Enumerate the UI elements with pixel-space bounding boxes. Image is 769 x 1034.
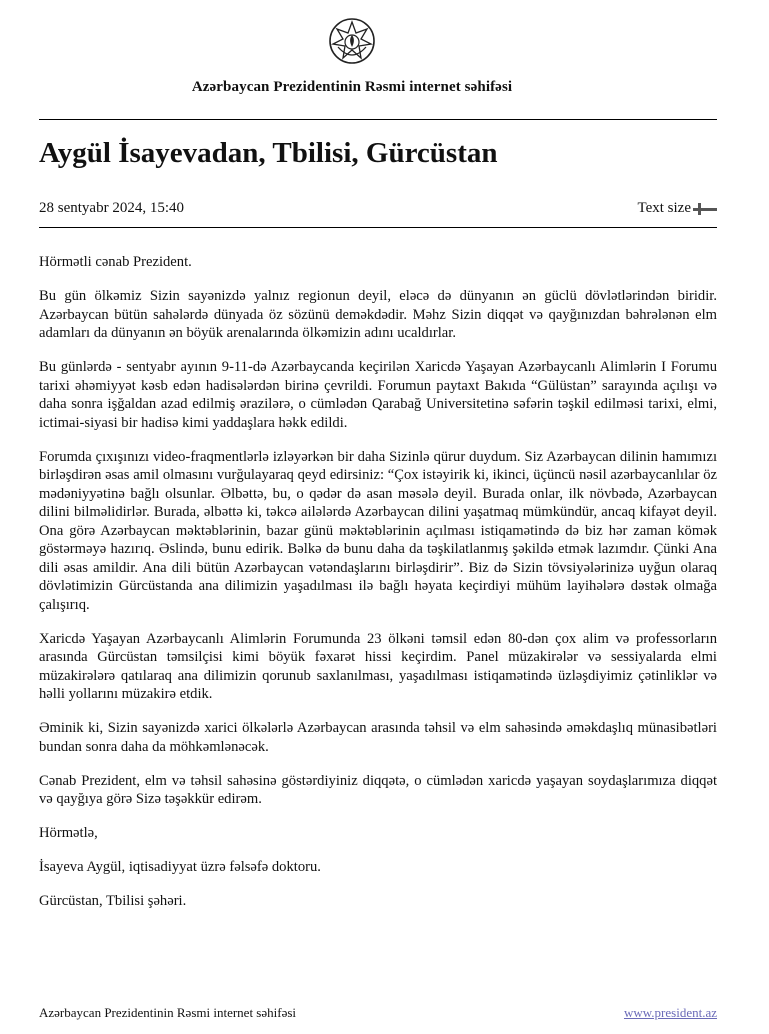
paragraph-location: Gürcüstan, Tbilisi şəhəri.	[39, 893, 187, 909]
paragraph-salutation: Hörmətli cənab Prezident.	[39, 254, 192, 270]
azerbaijan-emblem-icon	[328, 17, 376, 65]
text-size-label: Text size	[637, 200, 691, 216]
paragraph: Forumda çıxışınızı video-fraqmentlərlə izləyərkən bir daha Sizinlə qürur duydum. Siz Azərbaycan dilinin hamımızı birləşdirən əsas amil olmasını vurğulayaraq qeyd edirsiniz: “Çox istəyirik ki, ikinci, üçüncü nəsil azərbaycanlılar öz mədəniyyətinə bağlı olsunlar. Əlbəttə, bu, o qədər də asan məsələ deyil. Burada onlar, ilk növbədə, Azərbaycan dilini bilməlidirlər. Burada, əlbəttə ki, təkcə ailələrdə Azərbaycan dilini yaşatmaq mümkündür, ancaq kifayət deyil. Ona görə Azərbaycan məktəblərinin, bazar günü məktəblərinin açılması istiqamətində də biz hər zaman kömək göstərməyə hazırıq. Əslində, bunu edirik. Bəlkə də bunu daha da təşkilatlanmış şəkildə etmək lazımdır. Çünki Ana dili əsas amildir. Ana dili bütün Azərbaycan vətəndaşlarını birləşdirir”. Biz də Sizin tövsiyələrinizə uyğun olaraq dövlətimizin Gürcüstanda ana dilimizin yaşadılması ilə bağlı həyata keçirdiyi mühüm layihələrə dəstək olmağa çalışırıq.	[39, 448, 717, 613]
paragraph: Bu günlərdə - sentyabr ayının 9-11-də Azərbaycanda keçirilən Xaricdə Yaşayan Azərbaycanlı Alimlərin I Forumu tarixi əhəmiyyət kəsb edən hadisələrdən birinə çevrildi. Forumun paytaxt Bakıda “Gülüstan” sarayında açılışı və daha sonra işğaldan azad edilmiş ərazilərə, o cümlədən Qarabağ Universitetinə səfərin təşkil edilməsi tarixi, elmi, ictimai-siyasi bir hadisə kimi yaddaşlara həkk edildi.	[39, 359, 717, 431]
footer-site-name: Azərbaycan Prezidentinin Rəsmi internet səhifəsi	[39, 1005, 297, 1020]
paragraph-closing: Hörmətlə,	[39, 825, 98, 841]
paragraph: Bu gün ölkəmiz Sizin sayənizdə yalnız regionun deyil, eləcə də dünyanın ən güclü dövlətlərindən biridir. Azərbaycan bütün sahələrdə dünyada öz sözünü deməkdədir. Məhz Sizin diqqət və qayğınızdan bəhrələnən elm adamları da dünyanın ən böyük arenalarında ölkəmizin adını ucaldırlar.	[39, 288, 717, 341]
increase-text-size-icon[interactable]	[693, 203, 705, 215]
article-title: Aygül İsayevadan, Tbilisi, Gürcüstan	[39, 137, 498, 169]
paragraph: Cənab Prezident, elm və təhsil sahəsinə göstərdiyiniz diqqətə, o cümlədən xaricdə yaşayan soydaşlarımıza diqqət və qayğıya görə Sizə təşəkkür edirəm.	[39, 772, 717, 807]
text-size-control	[637, 200, 717, 217]
site-title: Azərbaycan Prezidentinin Rəsmi internet səhifəsi	[191, 79, 513, 95]
meta-divider	[39, 227, 717, 228]
decrease-text-size-icon[interactable]	[705, 203, 717, 215]
paragraph: Xaricdə Yaşayan Azərbaycanlı Alimlərin Forumunda 23 ölkəni təmsil edən 80-dən çox alim və professorların arasında Gürcüstan təmsilçisi kimi böyük fəxarət hissi keçirdim. Panel müzakirələr və sessiyalarda elmi müzakirələrə qatılaraq ana dilimizin qorunub saxlanılması, yaşadılması istiqamətində üzləşdiyimiz çətinliklər və həlli yollarını müzakirə etdik.	[39, 630, 717, 702]
article-date: 28 sentyabr 2024, 15:40	[39, 200, 184, 216]
footer-link[interactable]: www.president.az	[623, 1005, 717, 1020]
header-divider	[39, 119, 717, 120]
article-body	[39, 253, 717, 926]
paragraph: Əminik ki, Sizin sayənizdə xarici ölkələrlə Azərbaycan arasında təhsil və elm sahəsində əməkdaşlıq münasibətləri bundan sonra daha da möhkəmlənəcək.	[39, 720, 717, 755]
paragraph-signature: İsayeva Aygül, iqtisadiyyat üzrə fəlsəfə doktoru.	[39, 859, 321, 875]
